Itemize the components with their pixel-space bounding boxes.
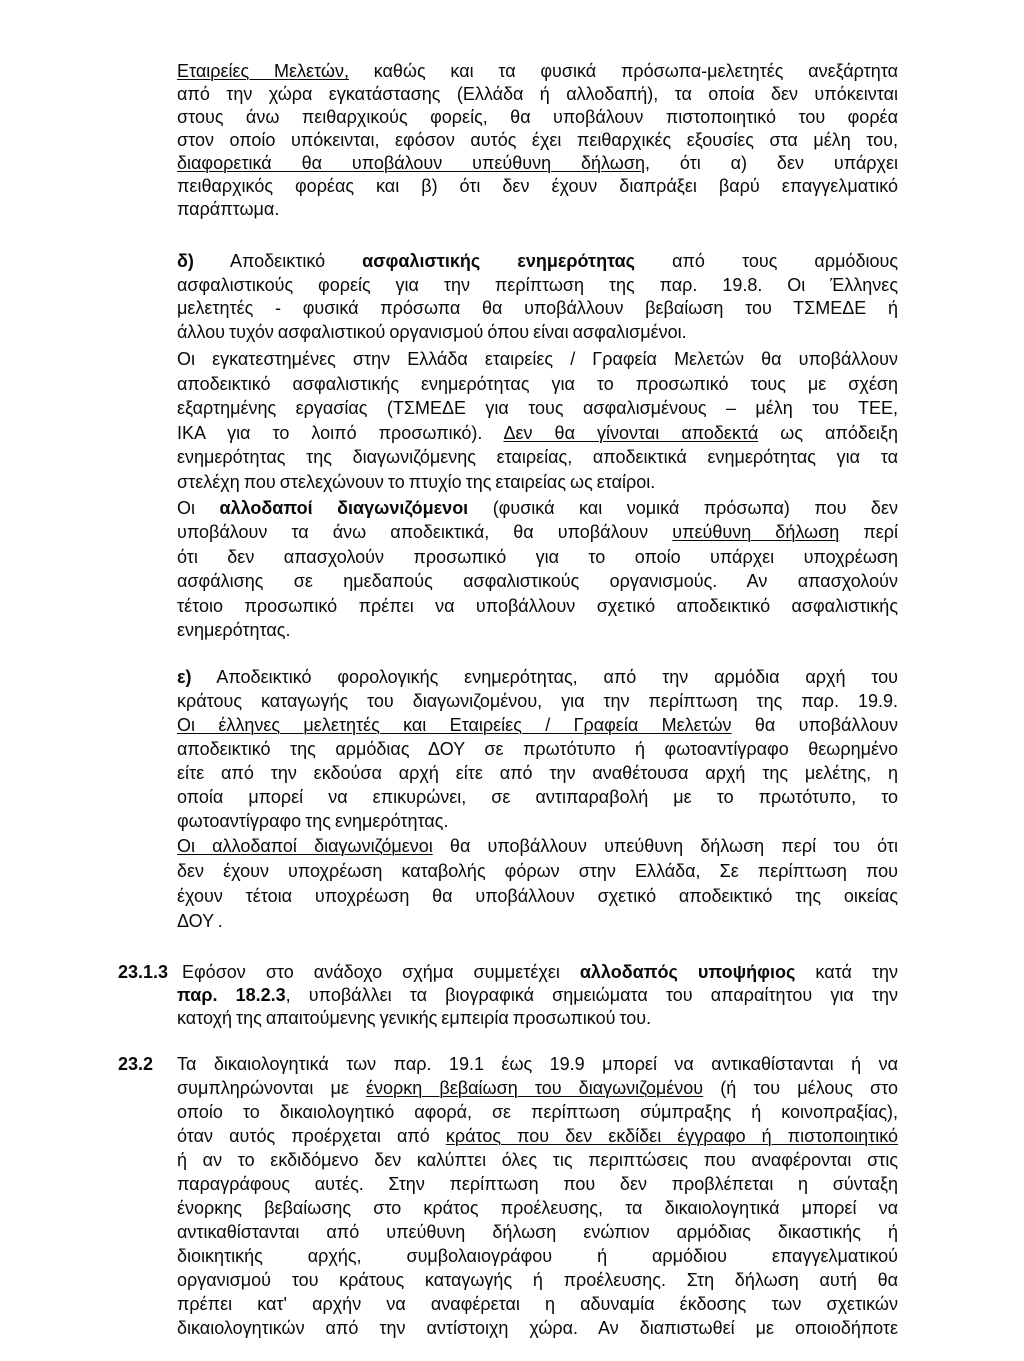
text-line: [177, 1316, 898, 1340]
text-run: θα υποβάλλουν: [731, 715, 898, 735]
text-line: [177, 1100, 898, 1124]
text-run: από την χώρα εγκατάστασης (Ελλάδα ή αλλοδαπή), τα οποία δεν υπόκεινται: [177, 84, 898, 104]
underlined-text: κράτος που δεν εκδίδει έγγραφο ή πιστοποιητικό: [445, 1126, 898, 1146]
section-number: 23.1.3: [118, 962, 169, 982]
text-run: , ότι α) δεν υπάρχει: [644, 153, 898, 173]
text-run: έχουν τέτοια υποχρέωση θα υποβάλλουν σχετικό αποδεικτικό της οικείας: [177, 886, 898, 906]
text-run: ως απόδειξη: [758, 422, 898, 443]
text-run: τέτοιο προσωπικό πρέπει να υποβάλλουν σχετικό αποδεικτικό ασφαλιστικής: [177, 595, 898, 616]
text-line: [177, 106, 898, 129]
item-label: δ): [177, 251, 194, 271]
text-line: [177, 1076, 898, 1100]
text-run: ΙΚΑ για το λοιπό προσωπικό).: [177, 422, 504, 443]
text-line: [177, 618, 898, 642]
paragraph-study-firms-disciplinary: [177, 60, 898, 221]
text-run: στελέχη που στελεχώνουν το πτυχίο της εταιρείας ως εταίροι.: [177, 471, 656, 492]
text-run: δικαιολογητικών από την αντίστοιχη χώρα. Αν διαπιστωθεί με οποιοδήποτε: [177, 1318, 898, 1338]
text-run: κατά την: [795, 962, 899, 982]
text-line: [177, 984, 898, 1007]
text-line: [177, 884, 898, 909]
text-line: [177, 1172, 898, 1196]
underlined-text: ένορκη βεβαίωση του διαγωνιζομένου: [365, 1078, 704, 1098]
text-run: ασφάλισης σε ημεδαπούς ασφαλιστικούς οργανισμούς. Αν απασχολούν: [177, 571, 898, 592]
text-run: περί: [839, 522, 899, 543]
text-line: [177, 250, 898, 274]
text-line: [177, 713, 898, 737]
section-23-1-3: [118, 961, 899, 1030]
text-line: [177, 1292, 898, 1316]
text-run: ασφαλιστικούς φορείς για την περίπτωση της παρ. 19.8. Οι Έλληνες: [177, 274, 898, 295]
text-run: στους άνω πειθαρχικούς φορείς, θα υποβάλουν πιστοποιητικό του φορέα: [177, 107, 898, 127]
text-run: (φυσικά και νομικά πρόσωπα) που δεν: [468, 498, 898, 518]
text-run: ότι δεν απασχολούν προσωπικό για το οποίο υπάρχει υποχρέωση: [177, 546, 898, 567]
text-line: [177, 321, 898, 345]
item-label: ε): [177, 667, 192, 687]
text-line: [177, 785, 898, 809]
text-line: [177, 83, 898, 106]
text-run: ένορκης βεβαίωσης στο κράτος προέλευσης, τα δικαιολογητικά μπορεί να: [177, 1198, 898, 1218]
text-line: [177, 274, 898, 298]
text-run: Αποδεικτικό: [193, 251, 363, 271]
text-line: [177, 569, 898, 593]
text-run: όταν αυτός προέρχεται από: [177, 1126, 446, 1146]
text-run: στον οποίο υπόκεινται, εφόσον αυτός έχει πειθαρχικές εξουσίες στα μέλη του,: [177, 130, 898, 150]
paragraph-foreign-bidders-insurance: [177, 496, 898, 642]
text-run: ή αν το εκδιδόμενο δεν καλύπτει όλες τις περιπτώσεις που αναφέρονται στις: [177, 1150, 898, 1170]
text-line: [177, 152, 898, 175]
underlined-text: υπεύθυνη δήλωση: [672, 522, 840, 543]
text-line: [177, 1124, 898, 1148]
text-line: [177, 347, 898, 372]
text-run: οποία μπορεί να επικυρώνει, σε αντιπαραβολή με το πρωτότυπο, το: [177, 787, 898, 807]
paragraph-foreign-bidders-tax: [177, 834, 898, 934]
text-run: Τα δικαιολογητικά των παρ. 19.1 έως 19.9 μπορεί να αντικαθίστανται ή να: [177, 1054, 898, 1074]
text-line: [177, 961, 898, 984]
text-run: από τους αρμόδιους: [635, 251, 898, 271]
item-e-tax-certificate: [177, 665, 898, 833]
text-line: [177, 545, 898, 569]
text-run: ενημερότητας της διαγωνιζόμενης εταιρείας, αποδεικτικά ενημερότητας για τα: [177, 447, 898, 468]
text-run: κατοχή της απαιτούμενης γενικής εμπειρία προσωπικού του.: [177, 1008, 652, 1028]
text-line: [177, 421, 898, 446]
text-run: οργανισμού του κράτους καταγωγής ή προέλευσης. Στη δήλωση αυτή θα: [177, 1270, 898, 1290]
text-line: [177, 60, 898, 83]
text-line: [177, 859, 898, 884]
item-d-insurance-certificate: [177, 250, 898, 345]
text-run: εξαρτημένης εργασίας (ΤΣΜΕΔΕ για τους ασφαλισμένους – μέλη του ΤΕΕ,: [177, 398, 898, 419]
text-line: [177, 129, 898, 152]
section-23-2: [118, 1052, 899, 1340]
text-run: παραγράφους αυτές. Στην περίπτωση που δεν προβλέπεται η σύνταξη: [177, 1174, 898, 1194]
text-line: [177, 1268, 898, 1292]
text-line: [177, 520, 898, 544]
text-line: [177, 1196, 898, 1220]
text-run: διοικητικής αρχής, συμβολαιογράφου ή αρμόδιου επαγγελματικού: [177, 1246, 898, 1266]
text-run: κράτους καταγωγής του διαγωνιζομένου, για την περίπτωση της παρ. 19.9.: [177, 691, 898, 711]
text-run: θα υποβάλλουν υπεύθυνη δήλωση περί του ότι: [432, 836, 899, 856]
text-line: [177, 1148, 898, 1172]
text-run: δεν έχουν υποχρέωση καταβολής φόρων στην Ελλάδα, Σε περίπτωση που: [177, 861, 898, 881]
text-line: [177, 1244, 898, 1268]
text-run: είτε από την εκδούσα αρχή είτε από την αναθέτουσα αρχή της μελέτης, η: [177, 763, 898, 783]
text-run: φωτοαντίγραφο της ενημερότητας.: [177, 811, 449, 831]
text-run: μελετητές - φυσικά πρόσωπα θα υποβάλλουν βεβαίωση του ΤΣΜΕΔΕ ή: [177, 298, 898, 319]
underlined-text: διαφορετικά θα υποβάλουν υπεύθυνη δήλωση: [177, 153, 645, 173]
text-line: [177, 1220, 898, 1244]
underlined-text: Εταιρείες Μελετών,: [177, 61, 349, 81]
text-run: (ή του μέλους στο: [703, 1078, 899, 1098]
text-run: ενημερότητας.: [177, 620, 291, 641]
text-run: πρέπει κατ' αρχήν να αναφέρεται η αδυναμία έκδοσης των σχετικών: [177, 1294, 898, 1314]
text-run: αποδεικτικό ασφαλιστικής ενημερότητας για το προσωπικό τους με σχέση: [177, 373, 898, 394]
text-run: Αποδεικτικό φορολογικής ενημερότητας, από την αρμόδια αρχή του: [191, 667, 898, 687]
bold-text: αλλοδαποί διαγωνιζόμενοι: [219, 498, 469, 518]
text-run: αποδεικτικό της αρμόδιας ΔΟΥ σε πρωτότυπο ή φωτοαντίγραφο θεωρημένο: [177, 739, 898, 759]
underlined-text: Οι αλλοδαποί διαγωνιζόμενοι: [177, 836, 433, 856]
text-run: Οι εγκατεστημένες στην Ελλάδα εταιρείες / Γραφεία Μελετών θα υποβάλλουν: [177, 349, 898, 369]
text-line: [177, 665, 898, 689]
text-line: [177, 737, 898, 761]
text-run: οποίο το δικαιολογητικό αφορά, σε περίπτωση σύμπραξης ή κοινοπραξίας),: [177, 1102, 898, 1122]
text-line: [177, 1052, 898, 1076]
text-line: [177, 834, 898, 859]
underlined-text: Οι έλληνες μελετητές και Εταιρείες / Γραφεία Μελετών: [177, 715, 732, 735]
text-line: [177, 297, 898, 321]
text-line: [177, 396, 898, 421]
text-line: [177, 689, 898, 713]
text-line: [177, 198, 898, 221]
text-run: συμπληρώνονται με: [177, 1078, 366, 1098]
bold-text: αλλοδαπός υποψήφιος: [579, 962, 796, 982]
text-line: [177, 1007, 898, 1030]
text-line: [177, 175, 898, 198]
text-line: [177, 496, 898, 520]
text-line: [177, 809, 898, 833]
text-run: Εφόσον στο ανάδοχο σχήμα συμμετέχει: [182, 962, 580, 982]
text-run: αντικαθίστανται από υπεύθυνη δήλωση ενώπιον αρμόδιας δικαστικής ή: [177, 1222, 898, 1242]
text-run: ΔΟΥ .: [177, 911, 223, 931]
paragraph-domestic-firms-insurance: [177, 347, 898, 495]
text-line: [177, 445, 898, 470]
text-run: άλλου τυχόν ασφαλιστικού οργανισμού όπου είναι ασφαλισμένοι.: [177, 322, 687, 343]
bold-text: ασφαλιστικής ενημερότητας: [362, 251, 636, 271]
bold-text: παρ. 18.2.3: [177, 985, 286, 1005]
text-line: [177, 761, 898, 785]
text-line: [177, 372, 898, 397]
text-line: [177, 470, 898, 495]
text-run: υποβάλουν τα άνω αποδεικτικά, θα υποβάλουν: [177, 522, 673, 543]
text-run: Οι: [177, 498, 220, 518]
section-number: 23.2: [118, 1054, 154, 1074]
text-run: καθώς και τα φυσικά πρόσωπα-μελετητές ανεξάρτητα: [348, 61, 898, 81]
text-line: [177, 594, 898, 618]
text-run: παράπτωμα.: [177, 199, 280, 219]
text-run: πειθαρχικός φορέας και β) ότι δεν έχουν διαπράξει βαρύ επαγγελματικό: [177, 176, 898, 196]
underlined-text: Δεν θα γίνονται αποδεκτά: [503, 422, 759, 443]
text-line: [177, 909, 898, 934]
text-run: , υποβάλλει τα βιογραφικά σημειώματα του απαραίτητου για την: [285, 985, 899, 1005]
